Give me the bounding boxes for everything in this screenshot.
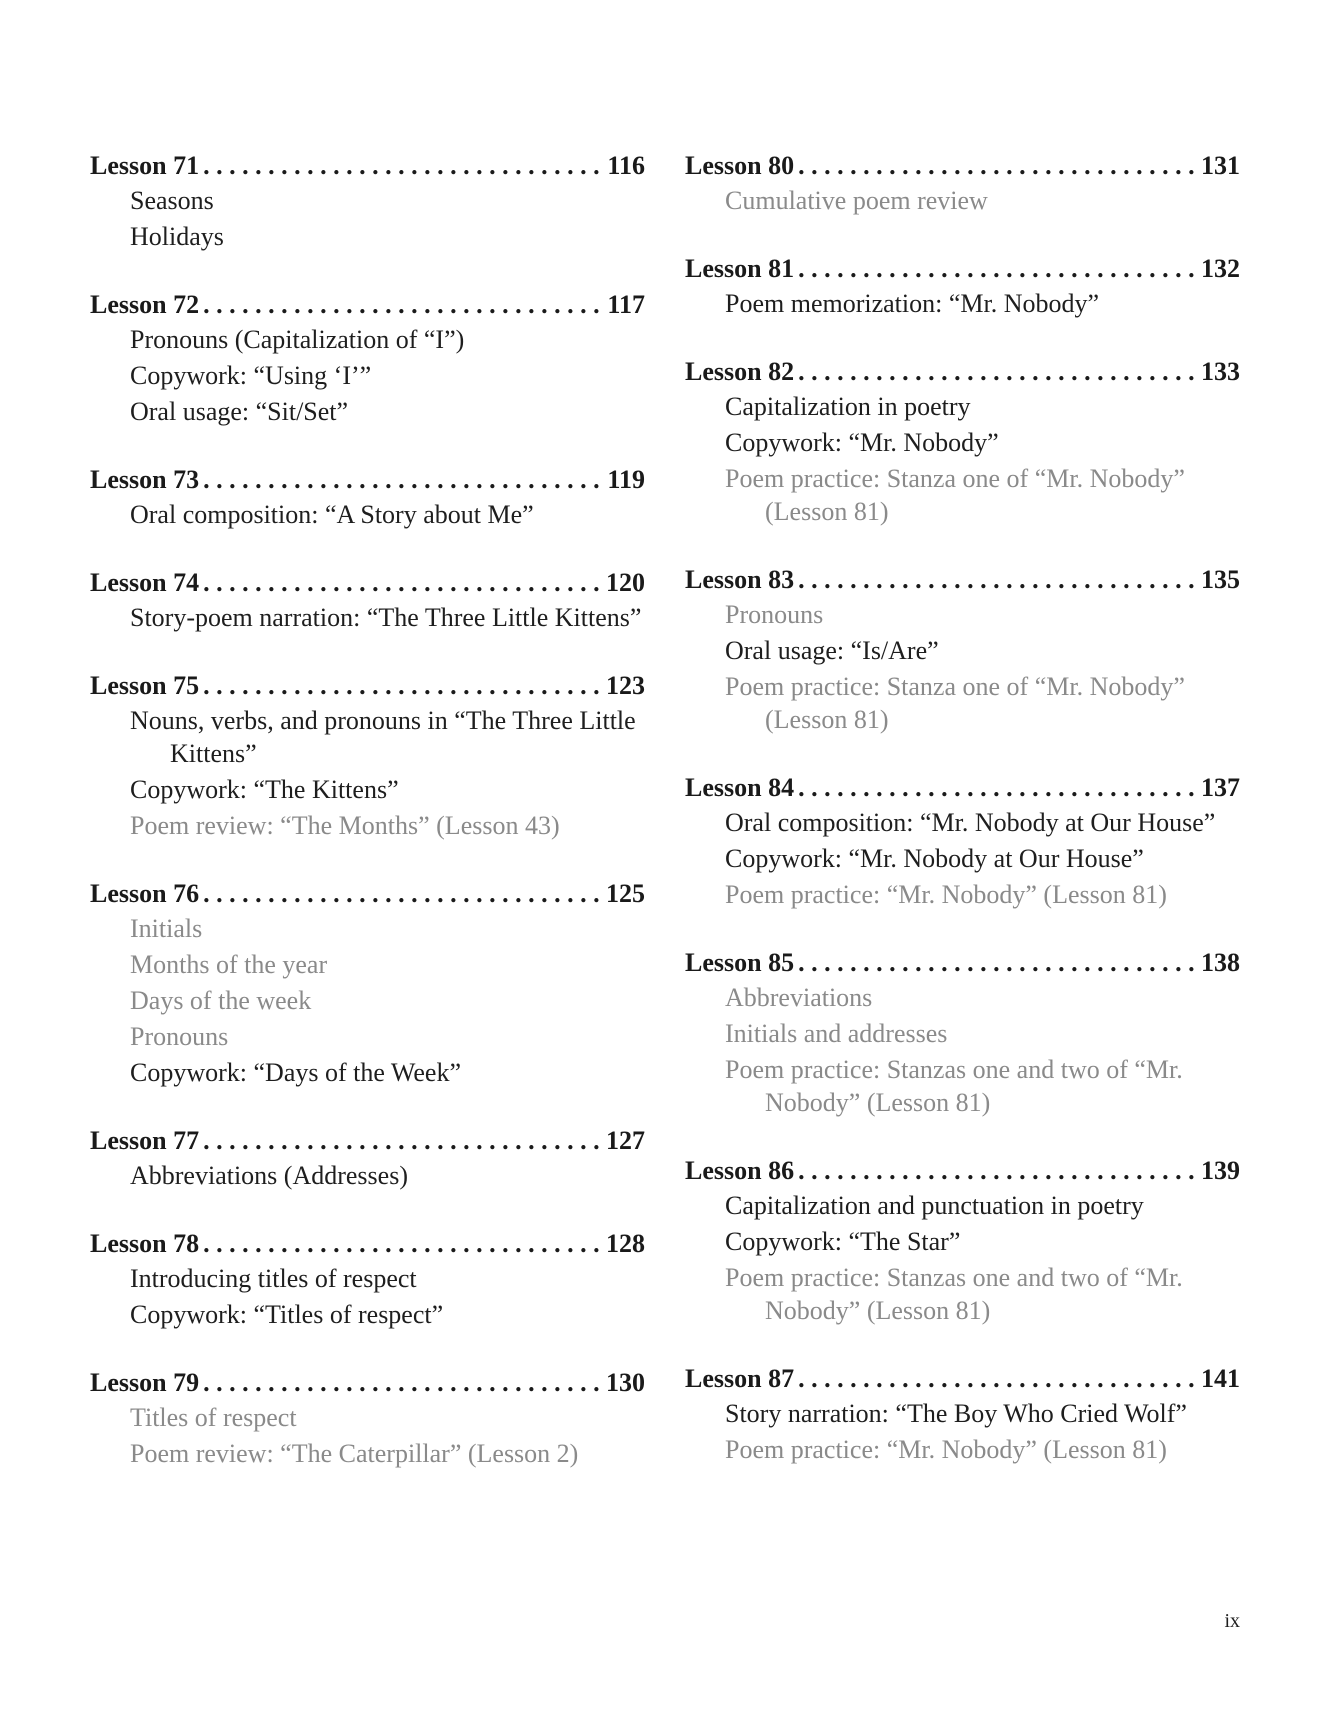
toc-entry [685, 945, 1240, 1119]
lesson-heading[interactable] [685, 770, 1240, 806]
lesson-page-number: 132 [1201, 254, 1240, 283]
dot-leader [798, 945, 1195, 981]
lesson-topics [90, 704, 645, 842]
lesson-topics [685, 598, 1240, 736]
lesson-topic: Abbreviations (Addresses) [130, 1161, 408, 1190]
lesson-topic: Poem review: “The Caterpillar” (Lesson 2) [130, 1439, 579, 1468]
lesson-topic: Story narration: “The Boy Who Cried Wolf” [725, 1399, 1187, 1428]
lesson-topic: Holidays [130, 222, 224, 251]
dot-leader [798, 1361, 1195, 1397]
lesson-heading[interactable] [90, 287, 645, 323]
lesson-page-number: 116 [607, 151, 645, 180]
lesson-title: Lesson 74 [90, 568, 200, 597]
toc-entry [90, 565, 645, 634]
dot-leader [203, 287, 601, 323]
lesson-topic: Poem memorization: “Mr. Nobody” [725, 289, 1100, 318]
lesson-heading[interactable] [90, 148, 645, 184]
lesson-topic: Days of the week [130, 986, 312, 1015]
lesson-heading[interactable] [90, 462, 645, 498]
lesson-title: Lesson 79 [90, 1368, 200, 1397]
lesson-title: Lesson 84 [685, 773, 795, 802]
lesson-topics [90, 184, 645, 253]
lesson-title: Lesson 85 [685, 948, 795, 977]
dot-leader [203, 148, 601, 184]
lesson-topic: Poem practice: Stanza one of “Mr. Nobody” (Lesson 81) [725, 464, 1185, 526]
lesson-title: Lesson 76 [90, 879, 200, 908]
lesson-topic: Introducing titles of respect [130, 1264, 417, 1293]
lesson-topic: Copywork: “The Kittens” [130, 775, 399, 804]
lesson-topic: Oral usage: “Sit/Set” [130, 397, 349, 426]
lesson-topics [90, 912, 645, 1089]
toc-entry [90, 462, 645, 531]
lesson-heading[interactable] [90, 876, 645, 912]
toc-entry [90, 1226, 645, 1331]
lesson-page-number: 117 [607, 290, 645, 319]
lesson-topic: Capitalization and punctuation in poetry [725, 1191, 1144, 1220]
lesson-topics [685, 981, 1240, 1119]
dot-leader [798, 148, 1195, 184]
lesson-topics [685, 184, 1240, 217]
lesson-topic: Oral usage: “Is/Are” [725, 636, 939, 665]
lesson-title: Lesson 83 [685, 565, 795, 594]
lesson-heading[interactable] [685, 251, 1240, 287]
lesson-topic: Poem review: “The Months” (Lesson 43) [130, 811, 560, 840]
lesson-topic: Copywork: “Titles of respect” [130, 1300, 444, 1329]
lesson-topic: Oral composition: “Mr. Nobody at Our House” [725, 808, 1216, 837]
lesson-page-number: 135 [1201, 565, 1240, 594]
lesson-topics [685, 1189, 1240, 1327]
dot-leader [798, 770, 1195, 806]
lesson-topic: Abbreviations [725, 983, 873, 1012]
lesson-heading[interactable] [90, 1123, 645, 1159]
toc-entry [685, 1361, 1240, 1466]
lesson-heading[interactable] [685, 945, 1240, 981]
table-of-contents [90, 148, 1240, 1504]
lesson-topic: Initials [130, 914, 203, 943]
lesson-page-number: 128 [606, 1229, 645, 1258]
lesson-page-number: 127 [606, 1126, 645, 1155]
toc-column-left [90, 148, 645, 1504]
lesson-topic: Months of the year [130, 950, 328, 979]
lesson-topics [90, 601, 645, 634]
lesson-topic: Story-poem narration: “The Three Little Kittens” [130, 603, 642, 632]
page-number: ix [1224, 1610, 1240, 1632]
lesson-heading[interactable] [90, 565, 645, 601]
lesson-topics [90, 498, 645, 531]
lesson-heading[interactable] [90, 1226, 645, 1262]
lesson-page-number: 130 [606, 1368, 645, 1397]
dot-leader [203, 668, 600, 704]
lesson-heading[interactable] [685, 1361, 1240, 1397]
dot-leader [203, 1365, 600, 1401]
lesson-page-number: 138 [1201, 948, 1240, 977]
lesson-title: Lesson 71 [90, 151, 200, 180]
lesson-topic: Pronouns [130, 1022, 229, 1051]
lesson-topic: Poem practice: Stanzas one and two of “Mr. Nobody” (Lesson 81) [725, 1055, 1183, 1117]
lesson-topic: Cumulative poem review [725, 186, 988, 215]
dot-leader [798, 354, 1195, 390]
dot-leader [203, 1123, 600, 1159]
toc-entry [685, 770, 1240, 911]
toc-entry [90, 668, 645, 842]
dot-leader [798, 1153, 1195, 1189]
lesson-topics [685, 390, 1240, 528]
lesson-page-number: 141 [1201, 1364, 1240, 1393]
lesson-topics [90, 323, 645, 428]
toc-entry [685, 562, 1240, 736]
lesson-topic: Poem practice: “Mr. Nobody” (Lesson 81) [725, 880, 1167, 909]
lesson-topic: Poem practice: Stanzas one and two of “Mr. Nobody” (Lesson 81) [725, 1263, 1183, 1325]
lesson-topic: Copywork: “Mr. Nobody at Our House” [725, 844, 1144, 873]
lesson-topic: Pronouns [725, 600, 824, 629]
toc-entry [685, 354, 1240, 528]
lesson-topic: Copywork: “Days of the Week” [130, 1058, 462, 1087]
dot-leader [203, 876, 600, 912]
lesson-topics [90, 1401, 645, 1470]
lesson-heading[interactable] [685, 354, 1240, 390]
toc-entry [685, 1153, 1240, 1327]
lesson-page-number: 120 [606, 568, 645, 597]
lesson-title: Lesson 75 [90, 671, 200, 700]
lesson-topic: Oral composition: “A Story about Me” [130, 500, 534, 529]
lesson-page-number: 137 [1201, 773, 1240, 802]
dot-leader [798, 562, 1195, 598]
lesson-topic: Seasons [130, 186, 214, 215]
lesson-topics [90, 1262, 645, 1331]
toc-entry [90, 148, 645, 253]
lesson-topic: Nouns, verbs, and pronouns in “The Three Little Kittens” [130, 706, 636, 768]
lesson-heading[interactable] [685, 1153, 1240, 1189]
lesson-topic: Initials and addresses [725, 1019, 948, 1048]
toc-column-right [685, 148, 1240, 1504]
lesson-title: Lesson 78 [90, 1229, 200, 1258]
dot-leader [203, 462, 601, 498]
lesson-heading[interactable] [90, 1365, 645, 1401]
lesson-title: Lesson 87 [685, 1364, 795, 1393]
toc-entry [90, 1365, 645, 1470]
lesson-topics [685, 1397, 1240, 1466]
lesson-page-number: 119 [607, 465, 645, 494]
lesson-topic: Copywork: “Using ‘I’” [130, 361, 372, 390]
lesson-topic: Titles of respect [130, 1403, 297, 1432]
dot-leader [203, 565, 600, 601]
lesson-heading[interactable] [685, 562, 1240, 598]
lesson-page-number: 133 [1201, 357, 1240, 386]
dot-leader [798, 251, 1195, 287]
lesson-title: Lesson 81 [685, 254, 795, 283]
lesson-title: Lesson 72 [90, 290, 200, 319]
lesson-topic: Capitalization in poetry [725, 392, 971, 421]
lesson-topic: Copywork: “Mr. Nobody” [725, 428, 999, 457]
dot-leader [203, 1226, 600, 1262]
lesson-heading[interactable] [685, 148, 1240, 184]
lesson-topics [685, 806, 1240, 911]
lesson-page-number: 125 [606, 879, 645, 908]
toc-entry [685, 148, 1240, 217]
lesson-page-number: 123 [606, 671, 645, 700]
lesson-topic: Poem practice: “Mr. Nobody” (Lesson 81) [725, 1435, 1167, 1464]
lesson-title: Lesson 86 [685, 1156, 795, 1185]
toc-entry [685, 251, 1240, 320]
toc-entry [90, 1123, 645, 1192]
lesson-topics [90, 1159, 645, 1192]
lesson-heading[interactable] [90, 668, 645, 704]
lesson-page-number: 139 [1201, 1156, 1240, 1185]
lesson-title: Lesson 73 [90, 465, 200, 494]
toc-entry [90, 876, 645, 1089]
lesson-title: Lesson 77 [90, 1126, 200, 1155]
lesson-title: Lesson 80 [685, 151, 795, 180]
lesson-page-number: 131 [1201, 151, 1240, 180]
lesson-title: Lesson 82 [685, 357, 795, 386]
lesson-topics [685, 287, 1240, 320]
lesson-topic: Pronouns (Capitalization of “I”) [130, 325, 465, 354]
toc-entry [90, 287, 645, 428]
lesson-topic: Copywork: “The Star” [725, 1227, 961, 1256]
lesson-topic: Poem practice: Stanza one of “Mr. Nobody” (Lesson 81) [725, 672, 1185, 734]
